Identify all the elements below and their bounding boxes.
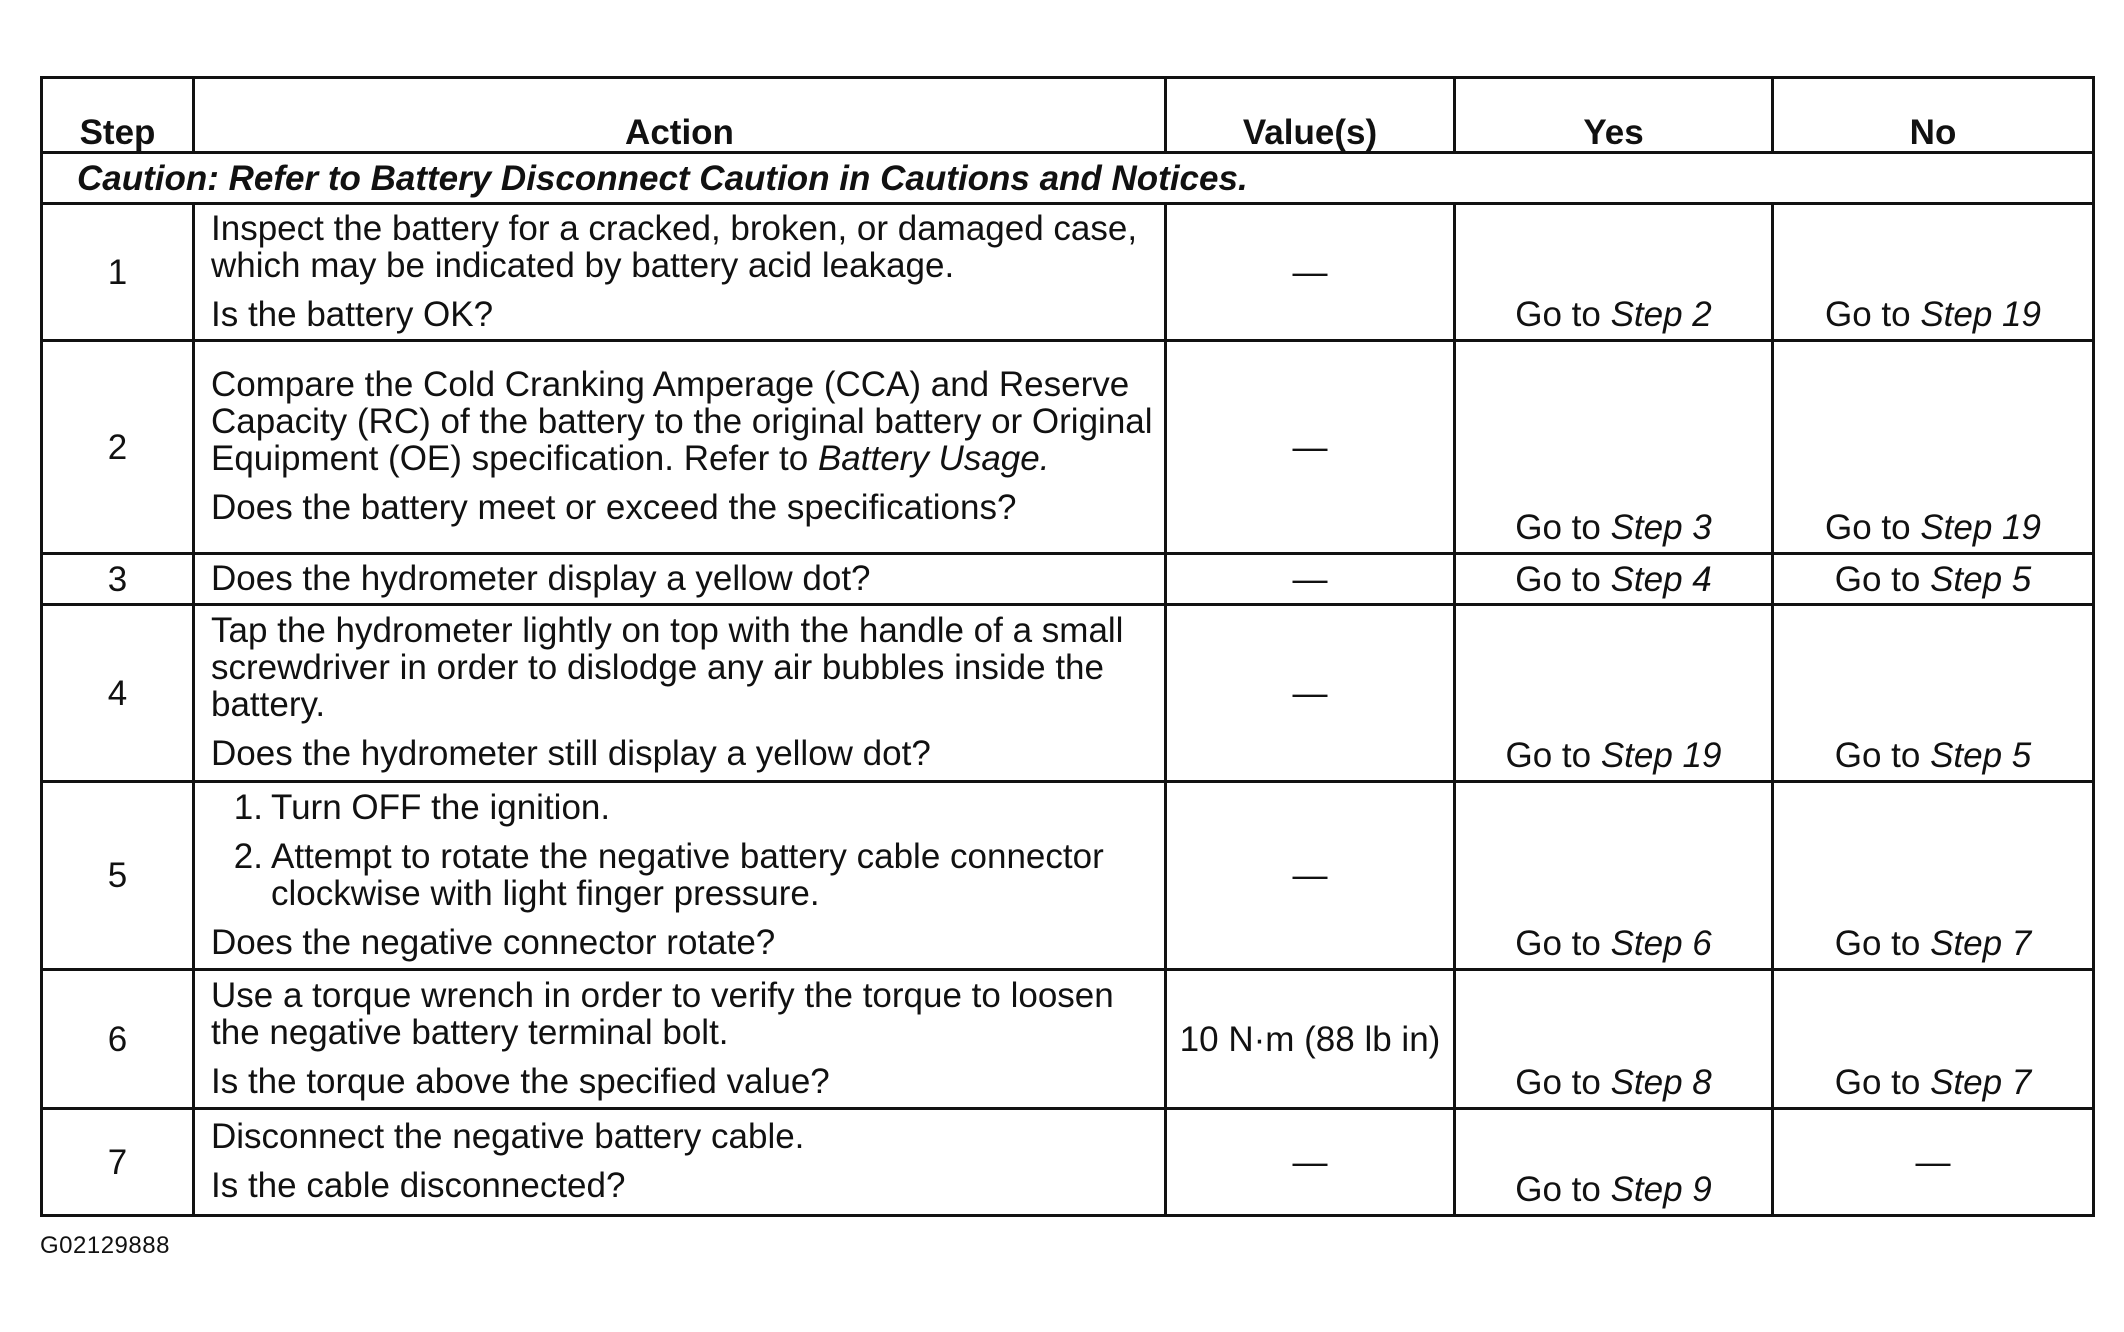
no-prefix: Go to [1834,559,1931,599]
action-cell [194,970,1166,1109]
yes-prefix: Go to [1515,1063,1611,1102]
action-text: Use a torque wrench in order to verify the torque to loosen the negative battery terminal bolt. [211,975,1114,1052]
yes-cell [1455,782,1773,970]
no-prefix: Go to [1834,736,1931,775]
action-cell [194,782,1166,970]
step-number: 7 [42,1109,194,1216]
battery-usage-link[interactable]: Battery Usage. [817,439,1050,478]
substep-number: 2. [233,836,263,876]
action-text: Tap the hydrometer lightly on top with the handle of a small screwdriver in order to dislodge any air bubbles inside the battery. [211,611,1124,724]
substep-item [233,787,1154,827]
step-number: 5 [42,782,194,970]
table-row [42,782,2094,970]
no-cell [1773,554,2094,605]
no-cell [1773,782,2094,970]
action-question: Is the cable disconnected? [211,1166,626,1205]
substep-item [233,836,1154,913]
action-text: Does the hydrometer display a yellow dot? [211,558,871,598]
yes-cell [1455,554,1773,605]
no-prefix: Go to [1834,1063,1931,1102]
no-step-link[interactable]: Step 7 [1930,924,2032,963]
no-cell [1773,341,2094,554]
no-step-link[interactable]: Step 19 [1920,295,2041,334]
header-no: No [1773,78,2094,153]
yes-step-link[interactable]: Step 4 [1610,559,1712,599]
action-text: Compare the Cold Cranking Amperage (CCA) and Reserve Capacity (RC) of the battery to the original battery or Original Equipment (OE) specification. Refer to [211,365,1153,478]
header-yes: Yes [1455,78,1773,153]
yes-prefix: Go to [1515,924,1611,963]
table-row [42,970,2094,1109]
yes-prefix: Go to [1515,559,1611,599]
no-prefix: Go to [1825,508,1921,547]
action-question: Is the battery OK? [211,294,494,334]
header-row [42,78,2094,153]
yes-step-link[interactable]: Step 9 [1610,1170,1712,1209]
no-step-link[interactable]: Step 5 [1930,736,2032,775]
header-values: Value(s) [1166,78,1455,153]
table-row [42,554,2094,605]
table-row [42,1109,2094,1216]
action-cell [194,605,1166,782]
value-cell: — [1166,204,1455,341]
table-row [42,341,2094,554]
step-number: 1 [42,204,194,341]
no-step-link[interactable]: Step 19 [1920,508,2041,547]
step-number: 3 [42,554,194,605]
no-step-link[interactable]: Step 5 [1930,559,2032,599]
yes-cell [1455,605,1773,782]
figure-id: G02129888 [40,1232,170,1259]
table-row [42,605,2094,782]
no-prefix: Go to [1825,295,1921,334]
no-prefix: Go to [1834,924,1931,963]
no-cell [1773,605,2094,782]
substep-text: Turn OFF the ignition. [271,787,611,827]
no-cell [1773,970,2094,1109]
yes-cell [1455,970,1773,1109]
action-question: Does the negative connector rotate? [211,922,776,962]
no-cell [1773,204,2094,341]
yes-step-link[interactable]: Step 19 [1600,736,1722,775]
substep-list [211,789,1154,912]
no-step-link[interactable]: Step 7 [1930,1063,2032,1102]
value-cell: — [1166,605,1455,782]
step-number: 2 [42,341,194,554]
yes-cell [1455,341,1773,554]
yes-prefix: Go to [1515,295,1611,334]
action-question: Does the hydrometer still display a yellow dot? [211,734,931,773]
table-row [42,204,2094,341]
step-number: 4 [42,605,194,782]
no-cell: — [1773,1109,2094,1216]
value-cell: — [1166,554,1455,605]
yes-prefix: Go to [1505,736,1601,775]
header-step: Step [42,78,194,153]
action-cell [194,341,1166,554]
action-cell [194,204,1166,341]
action-question: Is the torque above the specified value? [211,1061,830,1101]
value-cell: — [1166,1109,1455,1216]
value-cell: — [1166,782,1455,970]
step-number: 6 [42,970,194,1109]
action-cell [194,1109,1166,1216]
action-cell [194,554,1166,605]
value-cell: — [1166,341,1455,554]
action-text: Inspect the battery for a cracked, broken, or damaged case, which may be indicated by battery acid leakage. [211,208,1138,285]
substep-text: Attempt to rotate the negative battery cable connector clockwise with light finger pressure. [271,836,1104,913]
caution-row [42,153,2094,204]
yes-cell [1455,204,1773,341]
action-question: Does the battery meet or exceed the specifications? [211,488,1017,527]
yes-step-link[interactable]: Step 6 [1610,924,1712,963]
substep-number: 1. [233,787,263,827]
caution-text: Caution: Refer to Battery Disconnect Caution in Cautions and Notices. [42,153,2094,204]
yes-step-link[interactable]: Step 2 [1610,295,1712,334]
yes-step-link[interactable]: Step 8 [1610,1063,1712,1102]
action-text: Disconnect the negative battery cable. [211,1117,805,1156]
header-action: Action [194,78,1166,153]
yes-prefix: Go to [1515,508,1611,547]
yes-step-link[interactable]: Step 3 [1610,508,1712,547]
yes-prefix: Go to [1515,1170,1611,1209]
yes-cell [1455,1109,1773,1216]
torque-spec-value: 10 N·m (88 lb in) [1166,970,1455,1109]
diagnostic-table [40,76,2095,1217]
action-text-wrap [211,366,1154,477]
